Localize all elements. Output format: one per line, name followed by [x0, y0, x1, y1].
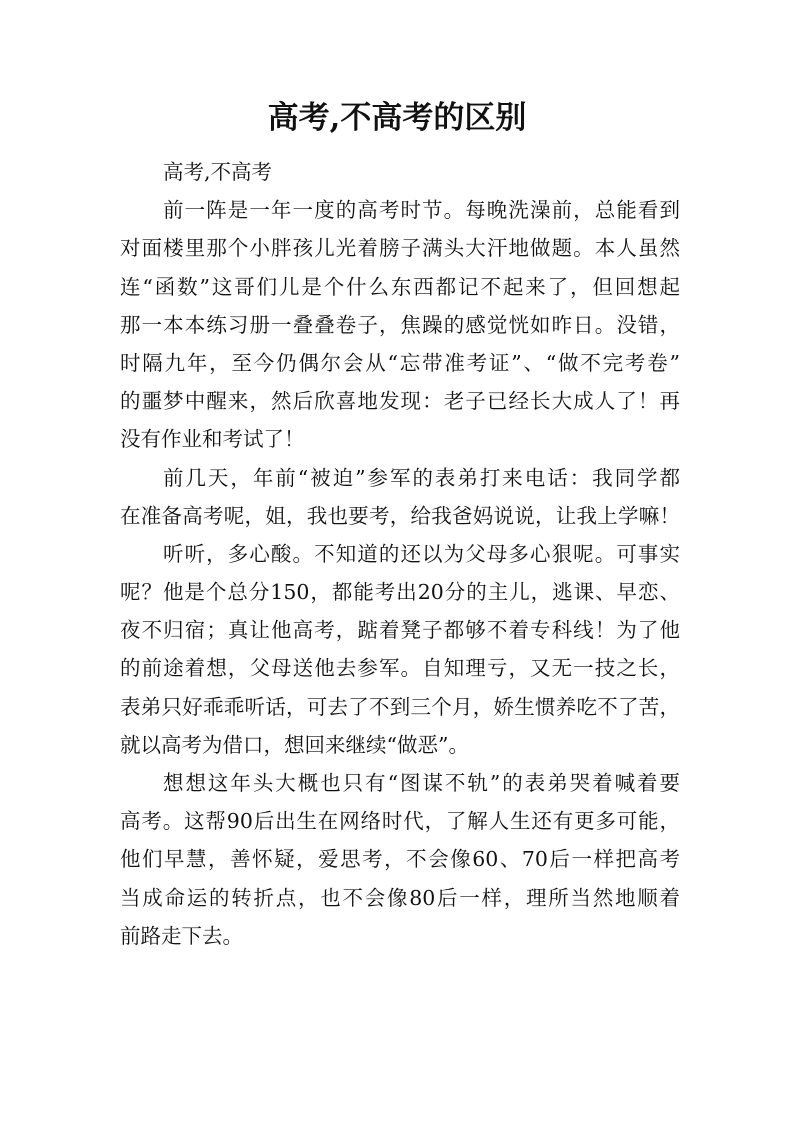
text-line: 就以高考为借口，想回来继续“做恶”。	[120, 732, 469, 757]
text-line: 当成命运的转折点，也不会像80后一样，理所当然地顺着	[120, 885, 680, 910]
text-line: 连“函数”这哥们儿是个什么东西都记不起来了，但回想起	[120, 274, 680, 299]
text-line: 前几天，年前“被迫”参军的表弟打来电话：我同学都	[163, 465, 680, 490]
text-line: 他们早慧，善怀疑，爱思考，不会像60、70后一样把高考	[120, 847, 680, 872]
text-line: 前路走下去。	[120, 923, 243, 948]
text-line: 表弟只好乖乖听话，可去了不到三个月，娇生惯养吃不了苦，	[120, 694, 680, 719]
document-body	[120, 153, 680, 955]
text-line: 在准备高考呢，姐，我也要考，给我爸妈说说，让我上学嘛！	[120, 503, 680, 528]
text-line: 高考。这帮90后出生在网络时代，了解人生还有更多可能，	[120, 809, 680, 834]
text-line: 听听，多心酸。不知道的还以为父母多心狠呢。可事实	[163, 541, 680, 566]
text-line: 前一阵是一年一度的高考时节。每晚洗澡前，总能看到	[163, 198, 680, 223]
text-line: 想想这年头大概也只有“图谋不轨”的表弟哭着喊着要	[163, 771, 680, 795]
text-line: 呢？他是个总分150，都能考出20分的主儿，逃课、早恋、	[120, 580, 680, 605]
text-line: 没有作业和考试了！	[120, 427, 305, 452]
text-line: 那一本本练习册一叠叠卷子，焦躁的感觉恍如昨日。没错，	[120, 312, 680, 337]
text-line: 夜不归宿；真让他高考，踮着凳子都够不着专科线！为了他	[120, 618, 680, 643]
subtitle-line: 高考,不高考	[163, 160, 273, 184]
document-title: 高考,不高考的区别	[267, 100, 527, 136]
text-line: 对面楼里那个小胖孩儿光着膀子满头大汗地做题。本人虽然	[120, 236, 680, 261]
text-line: 的前途着想，父母送他去参军。自知理亏，又无一技之长，	[120, 656, 680, 681]
text-line: 时隔九年，至今仍偶尔会从“忘带准考证”、“做不完考卷”	[120, 350, 680, 375]
text-line: 的噩梦中醒来，然后欣喜地发现：老子已经长大成人了！再	[120, 389, 680, 414]
